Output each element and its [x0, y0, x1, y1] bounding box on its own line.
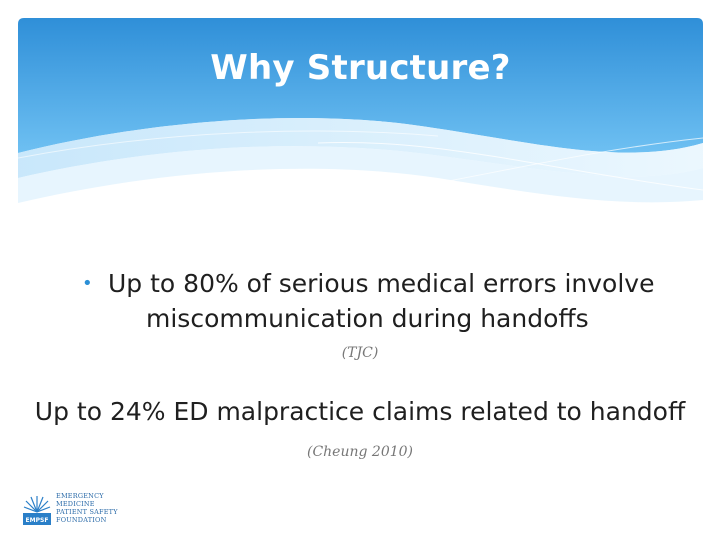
- statement-citation: (Cheung 2010): [306, 444, 413, 460]
- logo-line: PATIENT SAFETY: [56, 508, 118, 516]
- empsf-logo: [22, 492, 142, 528]
- slide-title: Why Structure?: [210, 48, 511, 88]
- statement-text: Up to 24% ED malpractice claims related to handoff: [34, 397, 686, 426]
- logo-line: FOUNDATION: [56, 516, 107, 524]
- empsf-logo-icon: [22, 492, 52, 526]
- bullet-icon: •: [82, 273, 93, 294]
- logo-line: EMERGENCY: [56, 492, 104, 500]
- bullet-text-line1: Up to 80% of serious medical errors involve: [108, 269, 655, 298]
- logo-wordmark: [56, 492, 146, 524]
- logo-line: MEDICINE: [56, 500, 95, 508]
- bullet-item: [82, 266, 668, 336]
- logo-acronym: EMPSF: [25, 517, 49, 524]
- bullet-citation: (TJC): [341, 345, 379, 361]
- bullet-text-line2: miscommunication during handoffs: [146, 304, 589, 333]
